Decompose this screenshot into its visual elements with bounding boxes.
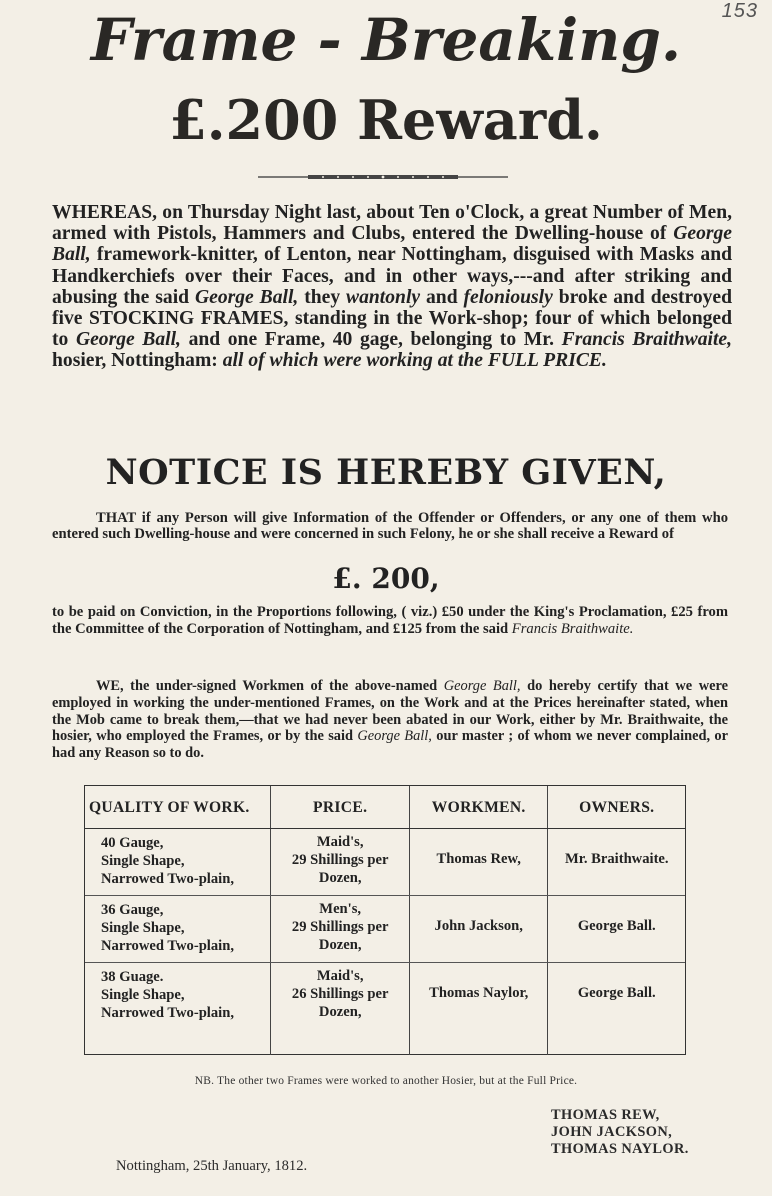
signature-line: THOMAS REW, xyxy=(551,1107,660,1123)
cell-quality: 40 Gauge, Single Shape, Narrowed Two-plain, xyxy=(85,829,271,895)
cell-owner: Mr. Braithwaite. xyxy=(564,851,669,867)
cell-price: Maid's, 26 Shillings per Dozen, xyxy=(271,963,410,1055)
frames-table xyxy=(84,785,686,1055)
table-row xyxy=(85,963,685,1055)
signature-line: THOMAS NAYLOR. xyxy=(551,1140,689,1157)
cell-owner: George Ball. xyxy=(577,918,656,934)
cell-price: Maid's, 29 Shillings per Dozen, xyxy=(271,829,410,895)
cell-workman: Thomas Naylor, xyxy=(410,963,549,1055)
title-reward: £.200 Reward. xyxy=(169,88,603,152)
ornamental-rule xyxy=(258,173,508,181)
cell-quality: 36 Gauge, Single Shape, Narrowed Two-plain, xyxy=(85,896,271,962)
signatures xyxy=(551,1107,689,1157)
cell-workman: John Jackson, xyxy=(410,896,549,962)
table-row xyxy=(85,896,685,963)
whereas-paragraph: WHEREAS, on Thursday Night last, about Ten o'Clock, a great Number of Men, armed with Pistols, Hammers and Clubs, entered the Dwelling-house of George Ball, framework-knitter, of Lenton, near Nottingham, disguised with Masks and Handkerchiefs over their Faces, and in other ways,---and after striking and abusing the said George Ball, they wantonly and feloniously broke and destroyed five STOCKING FRAMES, standing in the Work-shop; four of which belonged to George Ball, and one Frame, 40 gage, belonging to Mr. Francis Braithwaite, hosier, Nottingham: all of which were working at the FULL PRICE. xyxy=(52,202,733,372)
conviction-paragraph: to be paid on Conviction, in the Proportions following, ( viz.) £50 under the King's Proclamation, £25 from the Committee of the Corporation of Nottingham, and £125 from the said Francis Braithwaite. xyxy=(52,604,728,637)
header-owners: OWNERS. xyxy=(579,799,655,816)
dateline: Nottingham, 25th January, 1812. xyxy=(116,1158,308,1174)
header-price: PRICE. xyxy=(271,786,410,828)
header-workmen: WORKMEN. xyxy=(410,786,549,828)
cell-owner: George Ball. xyxy=(577,985,656,1001)
cell-workman: Thomas Rew, xyxy=(410,829,549,895)
title-frame-breaking: Frame - Breaking. xyxy=(90,6,682,74)
header-quality: QUALITY OF WORK. xyxy=(85,786,271,828)
cell-quality: 38 Guage. Single Shape, Narrowed Two-plain, xyxy=(85,963,271,1055)
nb-note: NB. The other two Frames were worked to another Hosier, but at the Full Price. xyxy=(194,1075,578,1087)
notice-heading: NOTICE IS HEREBY GIVEN, xyxy=(105,452,667,493)
table-row xyxy=(85,829,685,896)
information-paragraph: THAT if any Person will give Information of the Offender or Offenders, or any one of them who entered such Dwelling-house and were concerned in such Felony, he or she shall receive a Reward of xyxy=(52,510,728,543)
archive-number: 153 xyxy=(721,0,758,22)
reward-amount: £. 200, xyxy=(332,562,440,595)
workmen-certification-paragraph: WE, the under-signed Workmen of the above-named George Ball, do hereby certify that we were employed in working the under-mentioned Frames, on the Work and at the Prices hereinafter stated, when the Mob came to break them,—that we had never been abated in our Work, either by Mr. Braithwaite, the hosier, who employed the Frames, or by the said George Ball, our master ; of whom we never complained, or had any Reason so to do. xyxy=(52,678,729,762)
table-header xyxy=(85,786,685,829)
signature-line: JOHN JACKSON, xyxy=(551,1123,673,1140)
cell-price: Men's, 29 Shillings per Dozen, xyxy=(271,896,410,962)
